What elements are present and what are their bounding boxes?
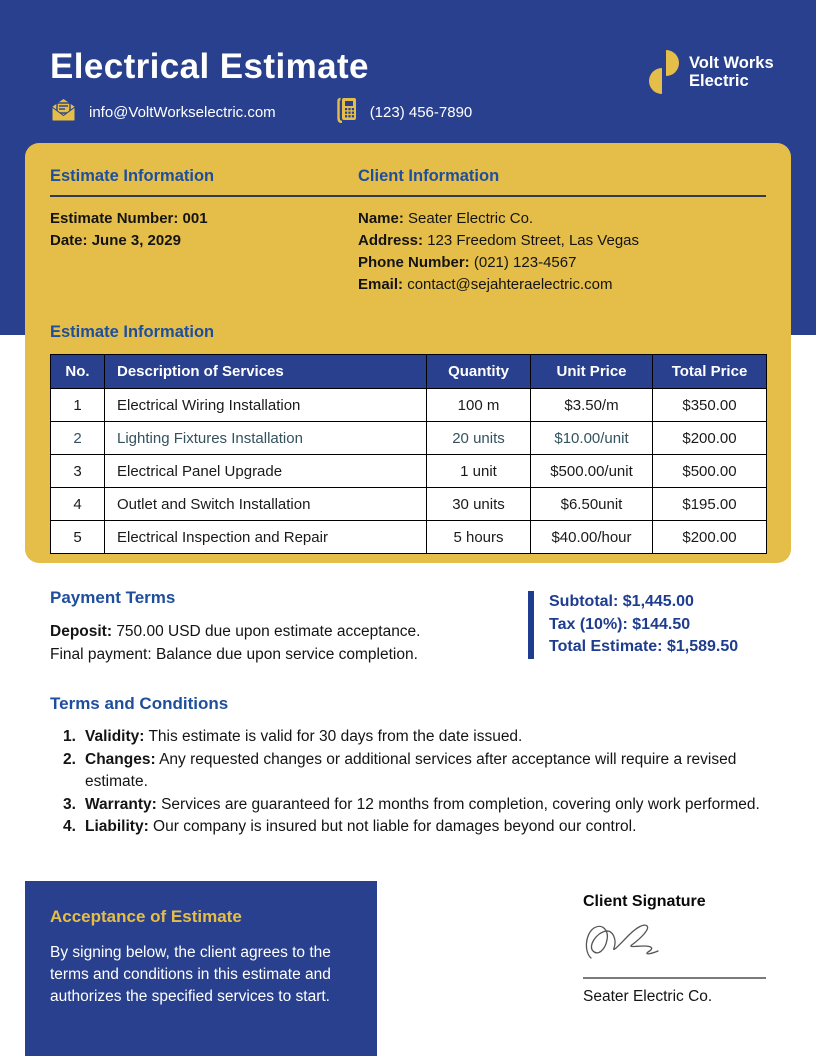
info-line bbox=[358, 230, 766, 252]
terms-heading: Terms and Conditions bbox=[50, 694, 229, 713]
terms-item bbox=[50, 816, 768, 839]
terms-item-number: 2. bbox=[63, 750, 76, 768]
info-label: Address: bbox=[358, 232, 424, 249]
info-value: 123 Freedom Street, Las Vegas bbox=[427, 232, 639, 249]
column-header: Description of Services bbox=[105, 355, 427, 389]
column-header: No. bbox=[51, 355, 105, 389]
payment-terms-heading: Payment Terms bbox=[50, 588, 176, 607]
email-text: info@VoltWorkselectric.com bbox=[89, 103, 276, 121]
terms-item-text: This estimate is valid for 30 days from the date issued. bbox=[148, 728, 523, 745]
header-row bbox=[51, 355, 767, 389]
row-description: Lighting Fixtures Installation bbox=[105, 422, 427, 455]
acceptance-body: By signing below, the client agrees to the terms and conditions in this estimate and authorizes the specified services to start. bbox=[50, 944, 331, 1005]
terms-item-label: Warranty: bbox=[85, 795, 157, 813]
row-total-price: $500.00 bbox=[653, 455, 767, 488]
row-quantity: 1 unit bbox=[427, 455, 531, 488]
info-line bbox=[50, 208, 358, 230]
row-description: Outlet and Switch Installation bbox=[105, 488, 427, 521]
acceptance-box bbox=[25, 881, 377, 1056]
row-total-price: $195.00 bbox=[653, 488, 767, 521]
client-info-heading: Client Information bbox=[358, 167, 500, 185]
info-line bbox=[50, 230, 358, 252]
info-label: Estimate Number: bbox=[50, 210, 179, 227]
terms-item-label: Liability: bbox=[85, 818, 149, 835]
phone-icon bbox=[336, 97, 358, 127]
row-no: 3 bbox=[51, 455, 105, 488]
signature-block bbox=[583, 892, 768, 1006]
email-icon bbox=[50, 98, 77, 126]
terms-item-label: Validity: bbox=[85, 728, 145, 745]
services-table-header bbox=[51, 355, 767, 389]
services-table-heading: Estimate Information bbox=[50, 323, 215, 341]
info-value: Seater Electric Co. bbox=[408, 210, 534, 227]
estimate-info-heading: Estimate Information bbox=[50, 167, 215, 185]
terms-item-number: 1. bbox=[63, 728, 76, 745]
logo-line2: Electric bbox=[689, 72, 749, 90]
services-table bbox=[50, 354, 767, 554]
row-total-price: $200.00 bbox=[653, 521, 767, 554]
payment-line-text: 750.00 USD due upon estimate acceptance. bbox=[116, 623, 421, 640]
terms-item-text: Services are guaranteed for 12 months from completion, covering only work performed. bbox=[161, 795, 760, 813]
terms-item bbox=[50, 749, 768, 794]
info-card-headings bbox=[50, 167, 766, 197]
payment-line bbox=[50, 620, 520, 643]
row-quantity: 30 units bbox=[427, 488, 531, 521]
terms-item bbox=[50, 726, 768, 749]
row-unit-price: $3.50/m bbox=[531, 389, 653, 422]
row-unit-price: $6.50unit bbox=[531, 488, 653, 521]
terms-item-label: Changes: bbox=[85, 750, 156, 768]
row-description: Electrical Wiring Installation bbox=[105, 389, 427, 422]
row-unit-price: $500.00/unit bbox=[531, 455, 653, 488]
info-line bbox=[358, 252, 766, 274]
info-label: Phone Number: bbox=[358, 254, 470, 271]
row-unit-price: $10.00/unit bbox=[531, 422, 653, 455]
row-no: 5 bbox=[51, 521, 105, 554]
phone-contact bbox=[336, 97, 473, 127]
signature-name: Seater Electric Co. bbox=[583, 988, 713, 1005]
totals-summary bbox=[528, 591, 738, 659]
estimate-info-column bbox=[50, 208, 358, 296]
row-total-price: $350.00 bbox=[653, 389, 767, 422]
row-quantity: 100 m bbox=[427, 389, 531, 422]
company-logo bbox=[646, 47, 774, 102]
terms-item-text: Any requested changes or additional services after acceptance will require a revised estimate. bbox=[85, 750, 737, 790]
services-table-body bbox=[51, 389, 767, 554]
signature-image bbox=[583, 920, 768, 965]
info-value: 001 bbox=[182, 210, 208, 227]
row-quantity: 20 units bbox=[427, 422, 531, 455]
row-total-price: $200.00 bbox=[653, 422, 767, 455]
acceptance-heading: Acceptance of Estimate bbox=[50, 907, 242, 926]
contact-row bbox=[50, 97, 472, 127]
info-label: Email: bbox=[358, 276, 404, 293]
row-quantity: 5 hours bbox=[427, 521, 531, 554]
logo-mark-icon bbox=[646, 47, 682, 102]
subtotal-line: Subtotal: $1,445.00 bbox=[549, 593, 694, 610]
info-card bbox=[25, 143, 791, 563]
row-unit-price: $40.00/hour bbox=[531, 521, 653, 554]
info-line bbox=[358, 208, 766, 230]
info-value: contact@sejahteraelectric.com bbox=[407, 276, 613, 293]
payment-terms-lines bbox=[50, 620, 520, 666]
column-header: Unit Price bbox=[531, 355, 653, 389]
total-estimate-line: Total Estimate: $1,589.50 bbox=[549, 638, 739, 655]
table-row bbox=[51, 488, 767, 521]
column-header: Total Price bbox=[653, 355, 767, 389]
row-description: Electrical Inspection and Repair bbox=[105, 521, 427, 554]
terms-section bbox=[50, 694, 768, 839]
payment-line-text: Final payment: Balance due upon service completion. bbox=[50, 646, 418, 663]
info-value: June 3, 2029 bbox=[91, 232, 181, 249]
row-no: 2 bbox=[51, 422, 105, 455]
row-no: 4 bbox=[51, 488, 105, 521]
row-description: Electrical Panel Upgrade bbox=[105, 455, 427, 488]
page-title: Electrical Estimate bbox=[50, 47, 369, 86]
info-label: Date: bbox=[50, 232, 88, 249]
terms-item bbox=[50, 794, 768, 817]
table-row bbox=[51, 422, 767, 455]
signature-line bbox=[583, 977, 766, 979]
terms-item-text: Our company is insured but not liable for damages beyond our control. bbox=[153, 818, 637, 835]
info-value: (021) 123-4567 bbox=[473, 254, 577, 271]
terms-list bbox=[50, 726, 768, 839]
info-card-body bbox=[50, 208, 766, 296]
tax-line: Tax (10%): $144.50 bbox=[549, 615, 691, 633]
email-contact bbox=[50, 98, 276, 126]
payment-line bbox=[50, 643, 520, 666]
signature-heading: Client Signature bbox=[583, 893, 706, 910]
terms-item-number: 3. bbox=[63, 795, 76, 813]
payment-line-label: Deposit: bbox=[50, 623, 112, 640]
info-line bbox=[358, 274, 766, 296]
logo-text bbox=[689, 54, 774, 90]
table-row bbox=[51, 521, 767, 554]
phone-text: (123) 456-7890 bbox=[369, 103, 473, 121]
info-label: Name: bbox=[358, 210, 404, 227]
client-info-column bbox=[358, 208, 766, 296]
table-row bbox=[51, 389, 767, 422]
payment-terms-section bbox=[50, 588, 520, 666]
logo-line1: Volt Works bbox=[689, 54, 774, 72]
table-row bbox=[51, 455, 767, 488]
column-header: Quantity bbox=[427, 355, 531, 389]
row-no: 1 bbox=[51, 389, 105, 422]
terms-item-number: 4. bbox=[63, 818, 76, 835]
